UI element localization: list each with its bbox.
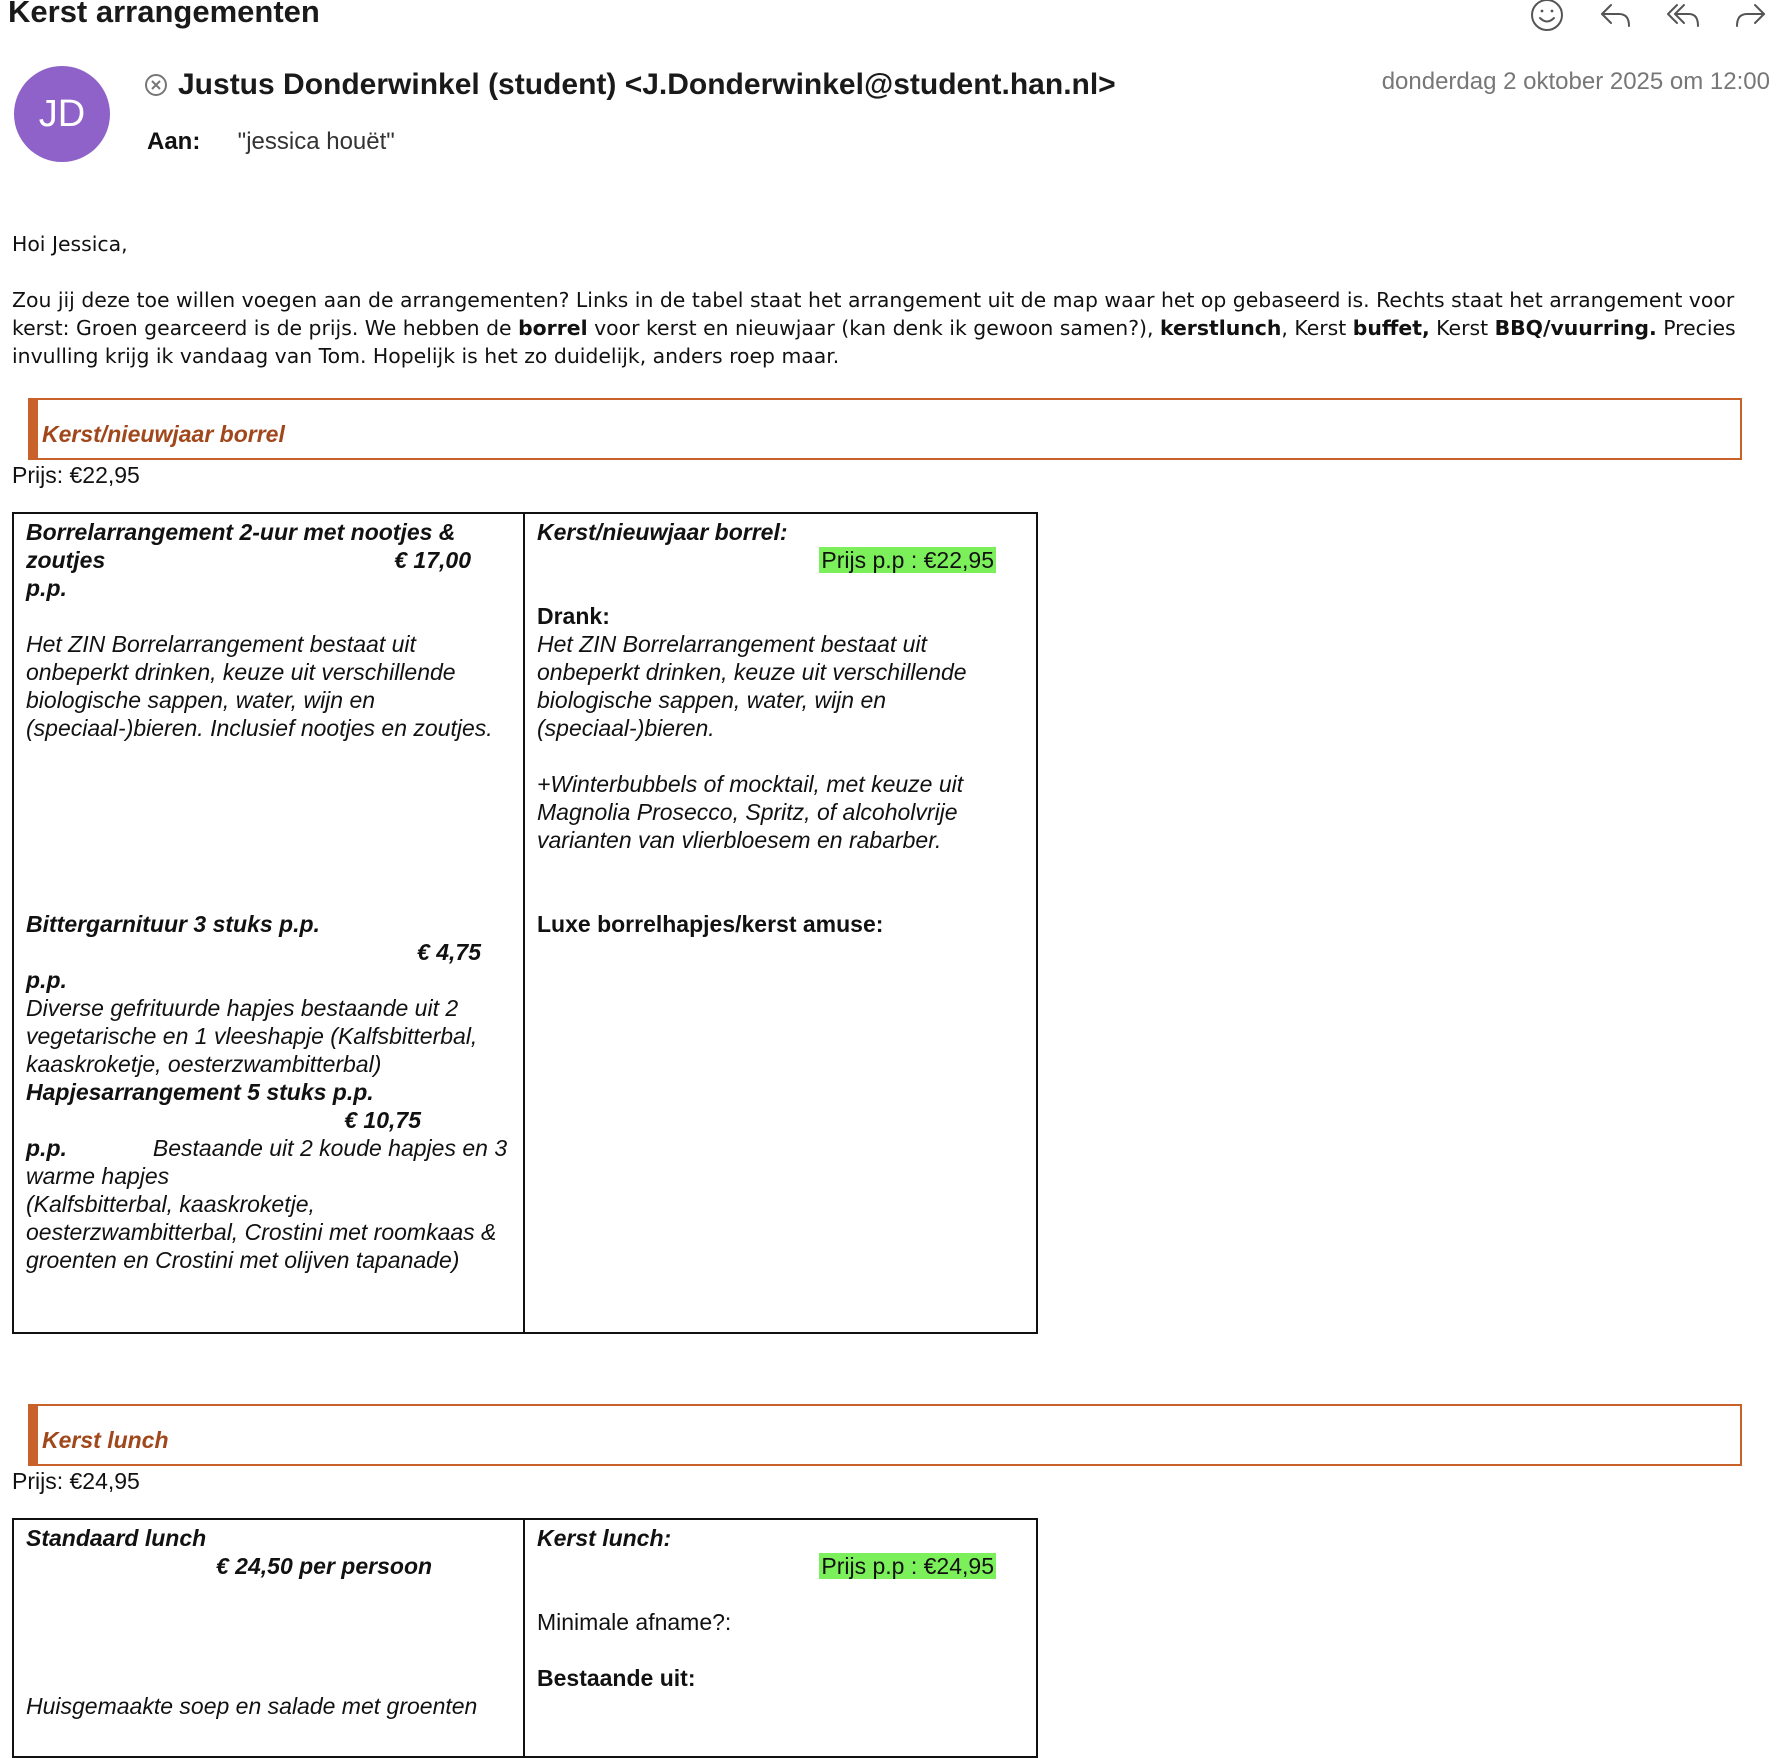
sender-name[interactable]: Justus Donderwinkel (student) <J.Donderwinkel@student.han.nl>	[178, 68, 1116, 101]
min-label: Minimale afname?:	[537, 1609, 732, 1635]
extra-description: +Winterbubbels of mocktail, met keuze uit Magnolia Prosecco, Spritz, of alcoholvrije varianten van vlierbloesem en rabarber.	[537, 771, 964, 853]
item-price: € 4,75	[417, 939, 481, 965]
consist-label: Bestaande uit:	[537, 1665, 696, 1691]
message-body	[12, 230, 1772, 398]
christmas-title: Kerst/nieuwjaar borrel:	[537, 519, 788, 545]
react-button[interactable]	[1528, 0, 1566, 34]
item-price: € 10,75	[344, 1107, 421, 1133]
item-title: Standaard lunch	[26, 1525, 207, 1551]
intro-bold-buffet: buffet,	[1352, 316, 1430, 340]
section-price: Prijs: €22,95	[12, 462, 140, 488]
item-title: Bittergarnituur 3 stuks p.p.	[26, 911, 320, 937]
item-unit: p.p.	[26, 575, 67, 601]
item-price: € 24,50 per persoon	[216, 1553, 433, 1579]
intro-text: , Kerst	[1281, 316, 1353, 340]
to-label: Aan:	[147, 128, 201, 155]
item-unit: p.p.	[26, 1135, 67, 1161]
section-title: Kerst/nieuwjaar borrel	[42, 421, 285, 447]
message-toolbar	[1528, 0, 1770, 34]
item-description: Diverse gefrituurde hapjes bestaande uit 2 vegetarische en 1 vleeshapje (Kalfsbitterbal, kaaskroketje, oesterzwambitterbal)	[26, 995, 478, 1077]
reply-button[interactable]	[1596, 0, 1634, 34]
item-title-row	[26, 546, 511, 574]
item-unit-row	[26, 1134, 511, 1190]
intro-bold-borrel: borrel	[518, 316, 588, 340]
price-tag: Prijs p.p : €24,95	[821, 1553, 994, 1579]
forward-icon	[1733, 0, 1769, 33]
sender-row	[144, 68, 1116, 102]
section-title: Kerst lunch	[42, 1427, 169, 1453]
intro-bold-kerstlunch: kerstlunch	[1159, 316, 1282, 340]
remove-sender-icon[interactable]	[144, 73, 168, 97]
item-title: Borrelarrangement 2-uur met nootjes &	[26, 519, 456, 545]
intro-text: Zou jij deze toe willen voegen aan de arrangementen? Links in de tabel staat het arrangement uit de map waar het op gebaseerd is. Rechts staat het arrangement voor kerst: Groen gearceerd is de prijs. We hebben de	[12, 288, 1735, 340]
item-description: Bestaande uit 2 koude hapjes en 3 warme hapjes	[26, 1135, 508, 1189]
table-cell-original	[14, 514, 525, 1332]
hapjes-label: Luxe borrelhapjes/kerst amuse:	[537, 911, 884, 937]
intro-bold-bbq: BBQ/vuurring.	[1494, 316, 1657, 340]
table-cell-christmas	[525, 514, 1036, 1332]
item-description: Huisgemaakte soep en salade met groenten	[26, 1693, 478, 1719]
recipient-name[interactable]: "jessica houët"	[237, 128, 395, 155]
item-price: € 17,00	[394, 547, 471, 573]
item-description: Het ZIN Borrelarrangement bestaat uit onbeperkt drinken, keuze uit verschillende biologische sappen, water, wijn en (speciaal-)bieren. Inclusief nootjes en zoutjes.	[26, 631, 493, 741]
section-heading-lunch	[28, 1404, 1742, 1466]
price-tag-row	[537, 1552, 1024, 1580]
email-subject: Kerst arrangementen	[8, 0, 320, 29]
intro-text: Kerst	[1429, 316, 1495, 340]
forward-button[interactable]	[1732, 0, 1770, 34]
table-cell-original	[14, 1520, 525, 1756]
reply-all-button[interactable]	[1664, 0, 1702, 34]
item-title: Hapjesarrangement 5 stuks p.p.	[26, 1079, 374, 1105]
reply-icon	[1597, 0, 1633, 33]
smiley-icon	[1529, 0, 1565, 33]
item-unit: p.p.	[26, 967, 67, 993]
section-price: Prijs: €24,95	[12, 1468, 140, 1494]
drank-description: Het ZIN Borrelarrangement bestaat uit onbeperkt drinken, keuze uit verschillende biologische sappen, water, wijn en (speciaal-)bieren.	[537, 631, 967, 741]
avatar: JD	[14, 66, 110, 162]
price-tag-row	[537, 546, 1024, 574]
christmas-title: Kerst lunch:	[537, 1525, 672, 1551]
drank-label: Drank:	[537, 603, 610, 629]
price-tag: Prijs p.p : €22,95	[821, 547, 994, 573]
comparison-table-borrel	[12, 512, 1038, 1334]
reply-all-icon	[1665, 0, 1701, 33]
recipient-row	[147, 128, 395, 156]
greeting: Hoi Jessica,	[12, 232, 128, 256]
item-title: zoutjes	[26, 547, 106, 573]
sent-date: donderdag 2 oktober 2025 om 12:00	[1381, 68, 1770, 95]
intro-text: voor kerst en nieuwjaar (kan denk ik gewoon samen?),	[587, 316, 1160, 340]
item-description: (Kalfsbitterbal, kaaskroketje, oesterzwambitterbal, Crostini met roomkaas & groenten en Crostini met olijven tapanade)	[26, 1191, 497, 1273]
section-heading-borrel	[28, 398, 1742, 460]
intro-text: Precies invulling krijg ik vandaag van Tom. Hopelijk is het zo duidelijk, anders roep maar.	[12, 316, 1736, 368]
intro-paragraph	[12, 286, 1772, 370]
table-cell-christmas	[525, 1520, 1036, 1756]
comparison-table-lunch	[12, 1518, 1038, 1758]
